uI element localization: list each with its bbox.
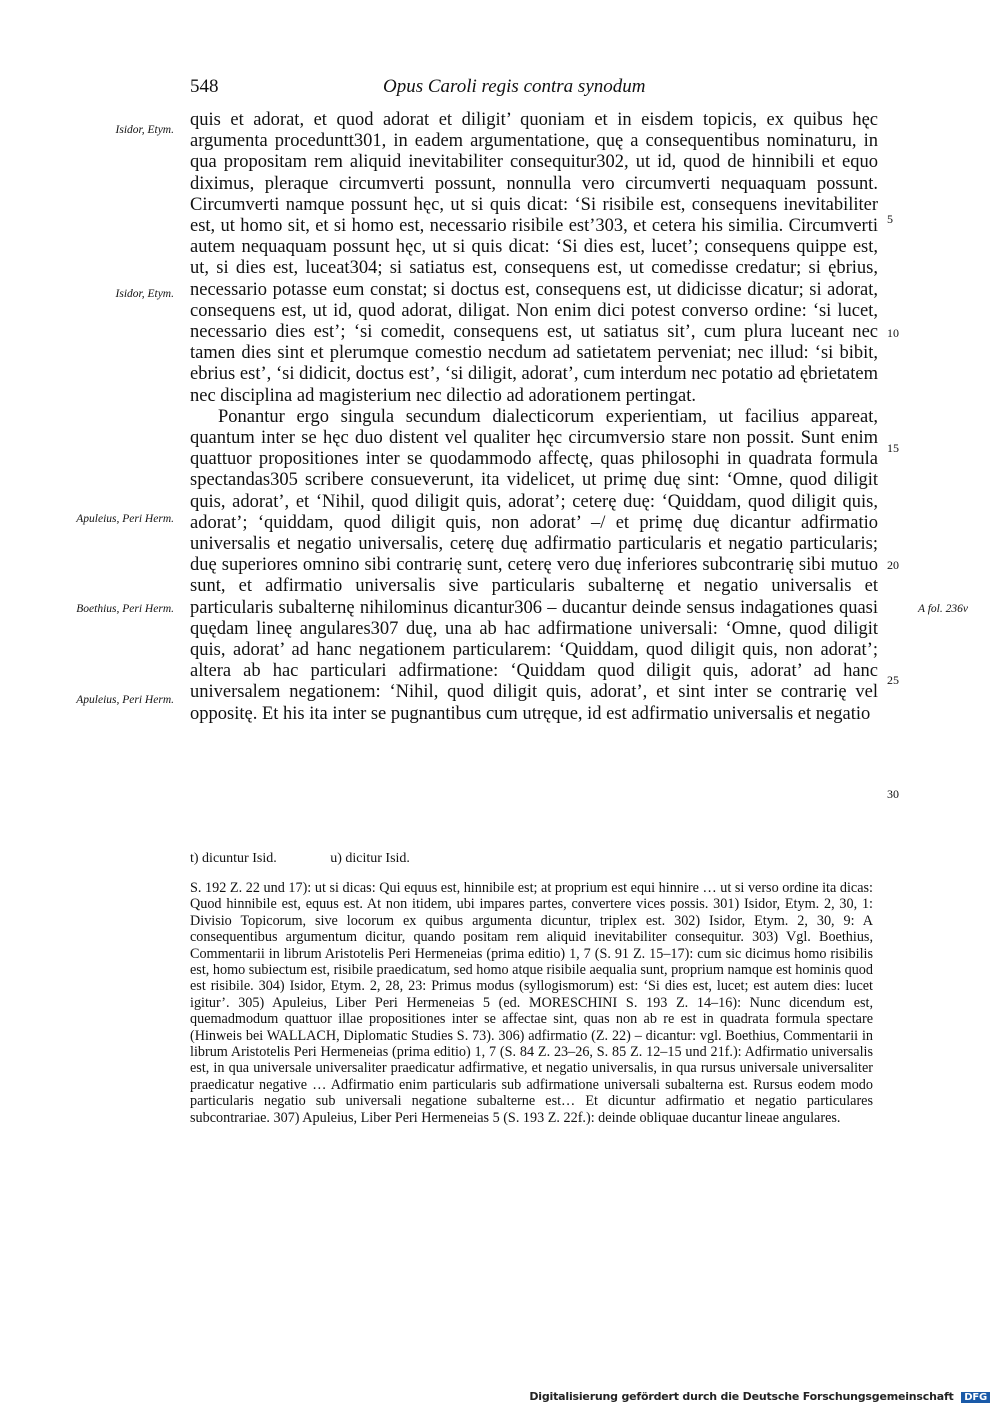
paragraph: quis et adorat, et quod adorat et diligit’ quoniam et in eisdem topicis, ex quibus hęc argumenta proceduntt301, in eadem argumentatione, quę a consequentibus nominaturu, in qua propositam rem aliquid inevitabiliter consequitur302, ut id, quod de hinnibili et equo diximus, pleraque circumverti possunt, nonnulla vero circumverti nequaquam possunt. Circumverti namque possunt hęc, ut si quis dicat: ‘Si risibile est, consequens inevitabiliter est, ut homo sit, et si homo est, necessario risibile est’303, et cetera his similia. Circumverti autem nequaquam possunt hęc, ut si quis dicat: ‘Si dies est, lucet’; consequens quippe est, ut, si dies est, luceat304; si satiatus est, consequens est, ut comedisse credatur; si ębrius, necessario potasse eum constat; si doctus est, consequens est, ut didicisse dicatur; si adorat, consequens est, ut id, quod adorat, diligat. Non enim dici potest converso ordine: ‘si lucet, necessario dies est’; ‘si comedit, consequens est, ut satiatus sit’, cum plura luceant nec tamen dies sint et plerumque comestio necdum ad satietatem perveniat; nec illud: ‘si bibit, ebrius est’, ‘si didicit, doctus est’, ‘si diligit, adorat’, cum interdum nec potatio ad ębrietatem nec disciplina ad magisterium nec dilectio ad adorationem pertingat. — [190, 110, 878, 406]
line-number: 10 — [887, 326, 899, 340]
funding-text: Digitalisierung gefördert durch die Deutsche Forschungsgemeinschaft — [529, 1390, 954, 1403]
funding-banner — [529, 1390, 990, 1403]
footnote-text: S. 192 Z. 22 und 17): ut si dicas: Qui equus est, hinnibile est; at proprium est equi hinnire … ut si verso ordine ita dicas: Quod hinnibile est, equus est. At non itidem, ubi impares partes, convertere vices possis. 301) Isidor, Etym. 2, 30, 1: Divisio Topicorum, sive locorum ex quibus argumenta dicuntur, triplex est. 302) Isidor, Etym. 2, 30, 9: A consequentibus argumentum dicitur, quando positam rem aliquid inevitabiliter consequitur. 303) Vgl. Boethius, Commentarii in librum Aristotelis Peri Hermeneias (prima editio) 1, 7 (S. 91 Z. 15–17): cum sic dicimus homo risibilis est, homo subiectum est, risibile praedicatum, sed homo atque risibile aequalia sunt, proprium namque est hominis quod est risibile. 304) Isidor, Etym. 2, 28, 23: Primus modus (syllogismorum) est: ‘Si dies est, lucet; est autem dies: lucet igitur’. 305) Apuleius, Liber Peri Hermeneias 5 (ed. MORESCHINI S. 193 Z. 14–16): Nunc dicendum est, quemadmodum quattuor illae propositiones inter se affectae sint, quas non ab re est in quadrata formula spectare (Hinweis bei WALLACH, Diplomatic Studies S. 73). 306) adfirmatio (Z. 22) – dicantur: vgl. Boethius, Commentarii in librum Aristotelis Peri Hermeneias (prima editio) 1, 7 (S. 84 Z. 23–26, S. 85 Z. 12–15 und 21f.): Adfirmatio universalis est, in qua universale universaliter praedicatur adfirmative, et negatio universalis, in qua rursus universale universaliter praedicatur negative … Adfirmatio enim particularis sub adfirmatione universali subalterna est. Rursus eodem modo particularis negatio sub universali negatione subalterne est… Et dicuntur adfirmatio et negatio particulares subcontrariae. 307) Apuleius, Liber Peri Hermeneias 5 (S. 193 Z. 22f.): deinde obliquae ducantur lineae angulares. — [190, 880, 873, 1126]
footnotes — [190, 880, 873, 1126]
critical-apparatus — [190, 851, 460, 867]
margin-source-note: Apuleius, Peri Herm. — [76, 513, 174, 525]
line-number: 5 — [887, 212, 893, 226]
margin-source-note: Isidor, Etym. — [115, 288, 174, 300]
apparatus-entry: u) dicitur Isid. — [330, 851, 410, 866]
margin-source-note: Apuleius, Peri Herm. — [76, 694, 174, 706]
running-title: Opus Caroli regis contra synodum — [383, 76, 646, 97]
paragraph: Ponantur ergo singula secundum dialecticorum experientiam, ut facilius appareat, quantum inter se hęc duo distent vel qualiter hęc circumversio stare non possit. Sunt enim quattuor propositiones inter se quodammodo affectę, quas philosophi in quadrata formula spectandas305 scribere consueverunt, ita videlicet, ut primę duę sint: ‘Omne, quod diligit quis, adorat’, et ‘Nihil, quod diligit quis, adorat’; ceterę duę: ‘Quiddam, quod diligit quis, adorat’; ‘quiddam, quod diligit quis, non adorat’ –/ et primę duę dicantur adfirmatio universalis et negatio universalis, ceterę duę adfirmatio particularis et negatio particularis; duę superiores omnino sibi contrarię sunt, ceterę vero duę inferiores subcontrarię sibi mutuo sunt, et adfirmatio universalis sive particularis subalternę et negatio universalis et particularis subalternę nihilominus dicantur306 – ducantur deinde sensus indagationes quasi quędam lineę angulares307 duę, una ab hac adfirmatione universali: ‘Omne, quod diligit quis, adorat’ ad hanc negationem particularem: ‘Quiddam, quod diligit quis, non adorat’; altera ab hac particulari adfirmatione: ‘Quiddam quod diligit quis, adorat’ ad hanc universalem negationem: ‘Nihil, quod diligit quis, adorat’, et sint inter se contrarię vel oppositę. Et his ita inter se pugnantibus cum utręque, id est adfirmatio universalis et negatio — [190, 406, 878, 724]
line-number: 20 — [887, 558, 899, 572]
page-number: 548 — [190, 76, 219, 97]
line-number: 15 — [887, 441, 899, 455]
margin-source-note: Boethius, Peri Herm. — [76, 603, 174, 615]
margin-source-note: Isidor, Etym. — [115, 124, 174, 136]
apparatus-entry: t) dicuntur Isid. — [190, 851, 277, 866]
line-number: 30 — [887, 787, 899, 801]
folio-note: A fol. 236v — [918, 603, 968, 615]
line-number: 25 — [887, 673, 899, 687]
main-text — [190, 110, 878, 725]
dfg-logo: DFG — [961, 1392, 990, 1403]
